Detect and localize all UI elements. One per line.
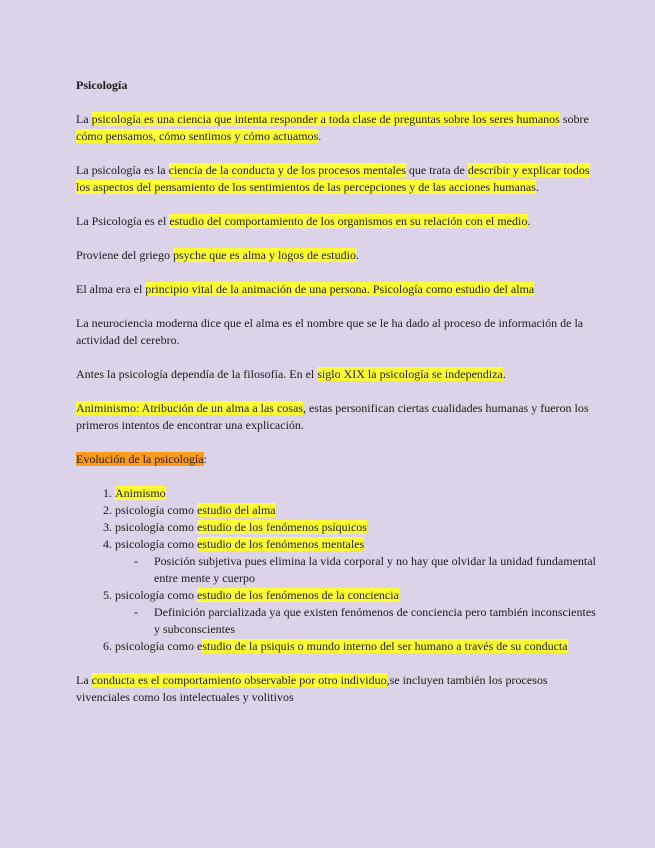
text: sobre <box>559 112 589 126</box>
list-item <box>115 485 596 502</box>
highlight: psicología es una ciencia que intenta responder a toda clase de preguntas sobre los seres humanos <box>91 112 560 126</box>
text: . <box>318 129 322 143</box>
document-body <box>76 77 596 723</box>
text: . <box>355 248 359 262</box>
text: , estas personifican ciertas cualidades humanas y fueron los primeros intentos de encontrar una explicación. <box>76 401 589 432</box>
highlight: describir y explicar todos los aspectos del pensamiento de los sentimientos de las percepciones y de las acciones humanas <box>76 163 590 194</box>
highlight: psyche que es alma y logos de estudio <box>172 248 356 262</box>
text: La psicología es la <box>76 163 169 177</box>
text: Antes la psicología dependía de la filosofía. En el <box>76 367 318 381</box>
sub-list <box>115 553 596 587</box>
paragraph-estudio <box>76 213 596 230</box>
paragraph-ciencia <box>76 162 596 196</box>
list-item <box>115 502 596 519</box>
list-item <box>115 638 596 655</box>
highlight: estudio del alma <box>196 503 276 517</box>
text: ,se incluyen también los procesos vivenciales como los intelectuales y volitivos <box>76 673 548 704</box>
heading-evolucion <box>76 451 596 468</box>
text: psicología como e <box>115 639 203 653</box>
highlight: siglo XIX la psicología se independiza <box>317 367 503 381</box>
highlight: ciencia de la conducta y de los procesos mentales <box>168 163 406 177</box>
paragraph-conducta <box>76 672 596 706</box>
text: Proviene del griego <box>76 248 173 262</box>
text: : <box>203 452 207 466</box>
list-item <box>115 587 596 638</box>
paragraph-filosofia <box>76 366 596 383</box>
text: psicología como <box>115 503 197 517</box>
text: . <box>535 180 539 194</box>
text: psicología como <box>115 537 197 551</box>
text: que trata de <box>405 163 468 177</box>
highlight: estudio del comportamiento de los organismos en su relación con el medio <box>169 214 528 228</box>
paragraph-animismo <box>76 400 596 434</box>
paragraph-neurociencia: La neurociencia moderna dice que el alma es el nombre que se le ha dado al proceso de información de la actividad del cerebro. <box>76 316 584 347</box>
list-item <box>115 519 596 536</box>
text: La <box>76 112 92 126</box>
highlight-orange: Evolución de la psicología <box>76 452 204 466</box>
evolution-list <box>76 485 596 655</box>
highlight: estudio de los fenómenos mentales <box>196 537 365 551</box>
text: La <box>76 673 92 687</box>
highlight: estudio de los fenómenos de la conciencia <box>196 588 399 602</box>
document-title: Psicología <box>76 78 128 92</box>
highlight: studio de la psiquis o mundo interno del ser humano a través de su conducta <box>202 639 568 653</box>
highlight: Animinismo: Atribución de un alma a las cosas <box>76 401 303 415</box>
sub-list-item: - Posición subjetiva pues elimina la vida corporal y no hay que olvidar la unidad fundamental entre mente y cuerpo <box>134 553 596 587</box>
text: . <box>527 214 531 228</box>
text: La Psicología es el <box>76 214 170 228</box>
highlight: Animismo <box>115 486 166 500</box>
highlight: estudio de los fenómenos psíquicos <box>196 520 367 534</box>
sub-list <box>115 604 596 638</box>
list-item <box>115 536 596 587</box>
text: El alma era el <box>76 282 146 296</box>
highlight: principio vital de la animación de una persona. Psicología como estudio del alma <box>145 282 535 296</box>
text: . <box>502 367 506 381</box>
text: psicología como <box>115 588 197 602</box>
paragraph-definicion <box>76 111 596 145</box>
paragraph-alma <box>76 281 596 298</box>
paragraph-griego <box>76 247 596 264</box>
highlight: conducta es el comportamiento observable por otro individuo <box>91 673 387 687</box>
highlight: cómo pensamos, cómo sentimos y cómo actuamos <box>76 129 319 143</box>
text: psicología como <box>115 520 197 534</box>
sub-list-item: - Definición parcializada ya que existen fenómenos de conciencia pero también inconscientes y subconscientes <box>134 604 596 638</box>
